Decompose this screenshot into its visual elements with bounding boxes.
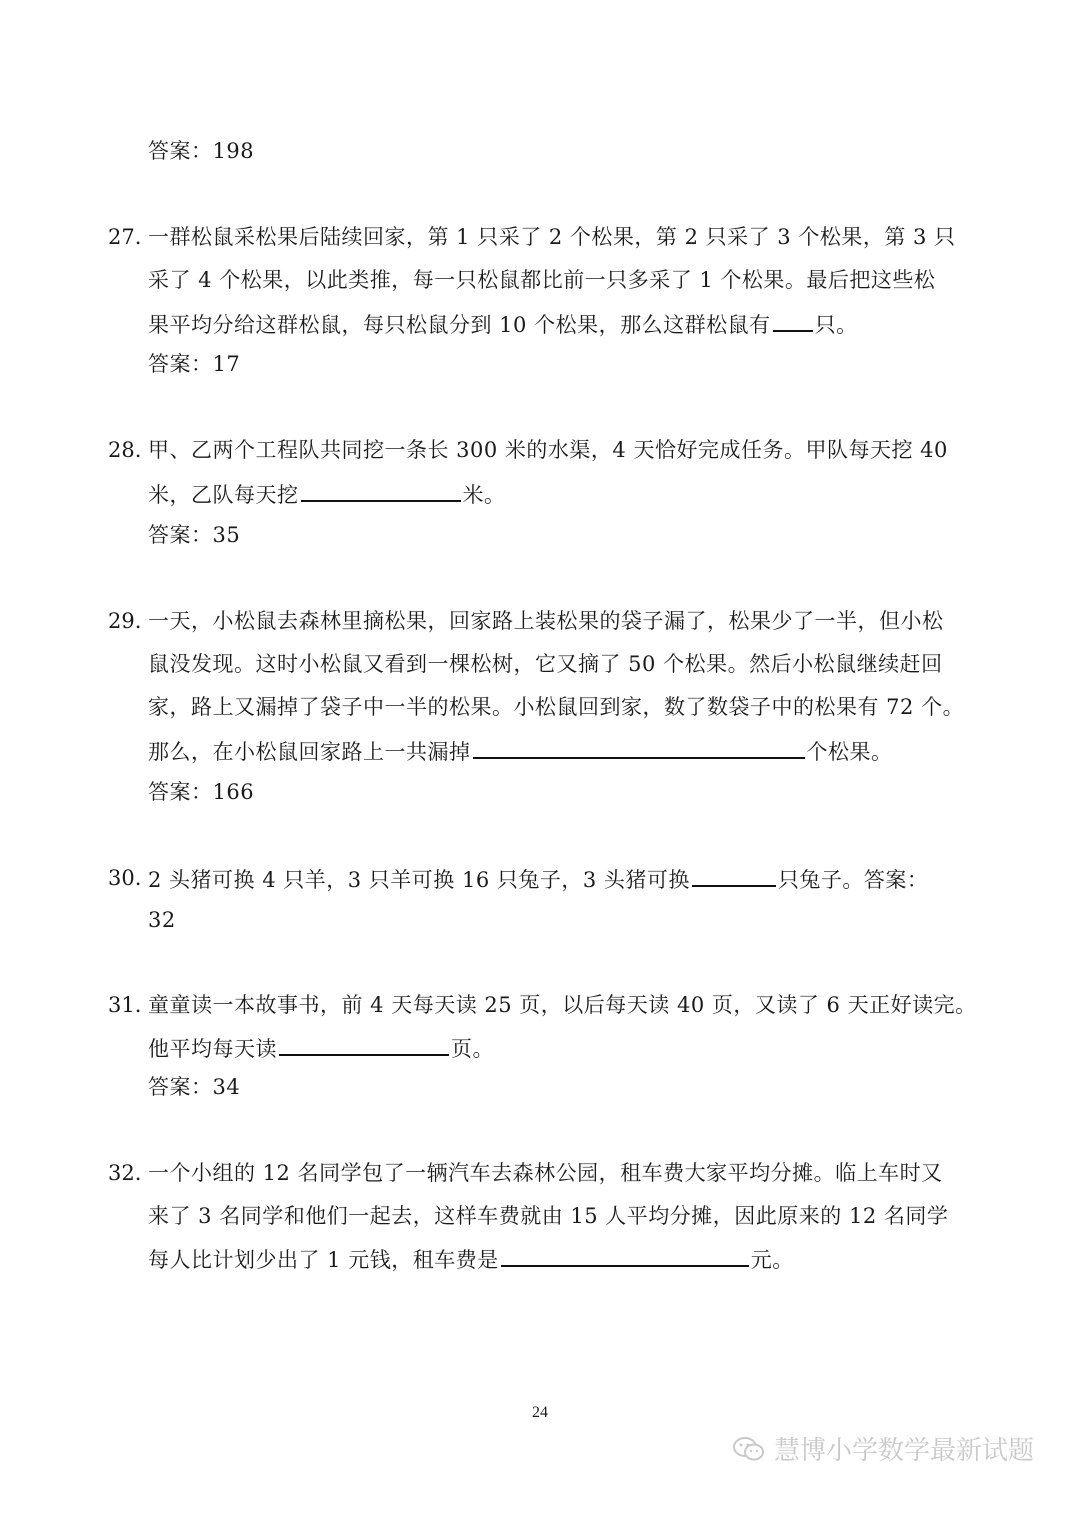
problem-30-number: 30. <box>108 866 142 890</box>
problem-28-line-2 <box>148 478 506 510</box>
problem-27-number: 27. <box>108 225 142 249</box>
problem-32-line-3 <box>148 1243 794 1275</box>
problem-29-line-1: 一天，小松鼠去森林里摘松果，回家路上装松果的袋子漏了，松果少了一半，但小松 <box>148 609 944 633</box>
problem-29-line-4 <box>148 735 893 767</box>
problem-27-line-2: 采了 4 个松果，以此类推，每一只松鼠都比前一只多采了 1 个松果。最后把这些松 <box>148 268 936 292</box>
problem-31-answer: 答案：34 <box>148 1075 241 1099</box>
problem-30-line-1-text: 2 头猪可换 4 只羊，3 只羊可换 16 只兔子，3 头猪可换 <box>148 868 690 892</box>
problem-31-number: 31. <box>108 993 142 1017</box>
problem-28-answer: 答案：35 <box>148 523 241 547</box>
problem-27-line-3 <box>148 308 858 340</box>
answer-blank <box>473 735 805 759</box>
problem-29-after-blank: 个松果。 <box>806 740 893 764</box>
problem-28-after-blank: 米。 <box>462 483 506 507</box>
problem-28-line-1: 甲、乙两个工程队共同挖一条长 300 米的水渠，4 天恰好完成任务。甲队每天挖 40 <box>148 438 948 462</box>
answer-blank <box>692 863 776 887</box>
page-number: 24 <box>532 1404 548 1421</box>
problem-29-line-3: 家，路上又漏掉了袋子中一半的松果。小松鼠回到家，数了数袋子中的松果有 72 个。 <box>148 695 965 719</box>
problem-31-line-2-text: 他平均每天读 <box>148 1037 277 1061</box>
previous-answer: 答案：198 <box>148 139 255 163</box>
problem-27-after-blank: 只。 <box>814 313 858 337</box>
problem-29-line-4-text: 那么，在小松鼠回家路上一共漏掉 <box>148 740 471 764</box>
problem-27-line-3-text: 果平均分给这群松鼠，每只松鼠分到 10 个松果，那么这群松鼠有 <box>148 313 771 337</box>
problem-29-number: 29. <box>108 609 142 633</box>
problem-28-number: 28. <box>108 438 142 462</box>
problem-27-answer: 答案：17 <box>148 352 241 376</box>
wechat-icon <box>732 1436 766 1462</box>
problem-32-line-2: 来了 3 名同学和他们一起去，这样车费就由 15 人平均分摊，因此原来的 12 名同学 <box>148 1204 949 1228</box>
problem-32-after-blank: 元。 <box>750 1248 794 1272</box>
answer-blank <box>301 478 461 502</box>
problem-30-line-1 <box>148 863 928 895</box>
problem-32-number: 32. <box>108 1161 142 1185</box>
problem-31-after-blank: 页。 <box>451 1037 494 1061</box>
problem-28-line-2-text: 米，乙队每天挖 <box>148 483 299 507</box>
problem-31-line-2 <box>148 1032 494 1064</box>
answer-blank <box>501 1243 749 1267</box>
problem-31-line-1: 童童读一本故事书，前 4 天每天读 25 页，以后每天读 40 页，又读了 6 天正好读完。 <box>148 993 977 1017</box>
watermark-text: 慧博小学数学最新试题 <box>774 1436 1035 1466</box>
problem-30-after-blank: 只兔子。答案： <box>777 868 929 892</box>
problem-30-answer: 32 <box>148 908 176 932</box>
problem-27-line-1: 一群松鼠采松果后陆续回家，第 1 只采了 2 个松果，第 2 只采了 3 个松果，第 3 只 <box>148 225 956 249</box>
problem-32-line-1: 一个小组的 12 名同学包了一辆汽车去森林公园，租车费大家平均分摊。临上车时又 <box>148 1161 943 1185</box>
problem-29-answer: 答案：166 <box>148 780 255 804</box>
answer-blank <box>279 1032 449 1056</box>
problem-29-line-2: 鼠没发现。这时小松鼠又看到一棵松树，它又摘了 50 个松果。然后小松鼠继续赶回 <box>148 652 943 676</box>
problem-32-line-3-text: 每人比计划少出了 1 元钱，租车费是 <box>148 1248 499 1272</box>
watermark <box>732 1430 1034 1467</box>
answer-blank <box>773 308 813 332</box>
